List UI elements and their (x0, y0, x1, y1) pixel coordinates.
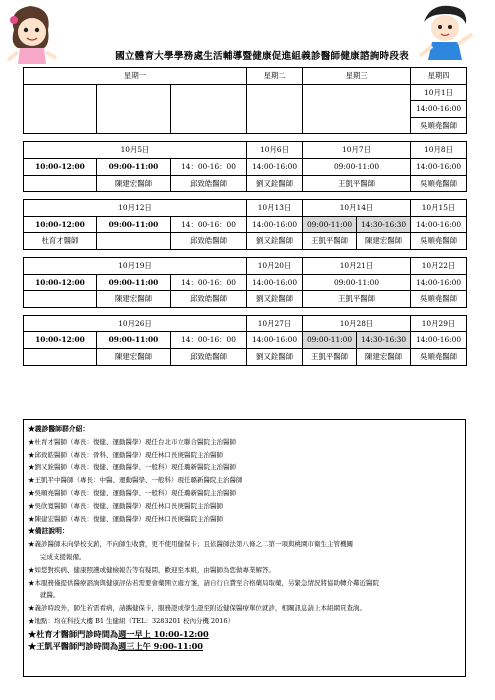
clinic-hours-time: 週三上午 9:00-11:00 (118, 640, 203, 651)
empty-cell (97, 84, 171, 134)
doctor-cell: 王凱平醫師 (303, 348, 357, 365)
spacer (24, 249, 467, 257)
date-cell: 10月6日 (247, 142, 303, 159)
doctor-cell: 邱致皓醫師 (171, 233, 247, 250)
page-title: 國立體育大學學務處生活輔導暨健康促進組義診醫師健康諮詢時段表 (115, 51, 409, 62)
spacer-row (24, 192, 467, 200)
time-cell: 10:00-12:00 (24, 216, 97, 233)
date-cell: 10月27日 (247, 315, 303, 332)
week3-date-row (24, 200, 467, 217)
remark-line: ★本服務僅提供醫療諮詢與健康評估若需要會藥開立處方箋，請自行自費至合格藥局取藥，另緊急情況將協助轉介鄰近醫院 (28, 578, 379, 587)
doctor-intro-line: ★劉又銓醫師（專長：復健、運動醫學、一般科）現任璐新醫院主治醫師 (28, 463, 236, 472)
week1-date-row (24, 84, 467, 101)
date-cell: 10月13日 (247, 200, 303, 217)
week4-date-row (24, 257, 467, 274)
time-cell: 14:00-16:00 (247, 216, 303, 233)
girl-cartoon-icon (8, 6, 56, 64)
empty-cell (303, 84, 411, 134)
doctor-cell: 邱致皓醫師 (171, 348, 247, 365)
week4-time-row (24, 274, 467, 291)
empty-cell (97, 233, 171, 250)
notes-box (23, 419, 466, 677)
doctors-heading: ★義診醫師群介紹： (28, 425, 90, 433)
time-cell: 14:00-16:00 (411, 216, 467, 233)
doctor-cell: 陳建宏醫師 (357, 348, 411, 365)
week2-doctor-row (24, 175, 467, 192)
spacer (24, 134, 467, 142)
spacer-row (24, 249, 467, 257)
doctor-intro-line: ★吳欣寬醫師（專長：復健、運動醫學）現任林口長庚醫院主治醫師 (28, 501, 223, 510)
location-line: ★地點：均在科技大樓 B1 生健組（TEL：3283201 校內分機 2016） (28, 616, 235, 625)
date-cell: 10月14日 (303, 200, 411, 217)
time-cell: 10:00-12:00 (24, 274, 97, 291)
clinic-hours-prefix: ★王凱平醫師門診時間為 (28, 640, 119, 651)
empty-cell (24, 175, 97, 192)
week5-time-row (24, 332, 467, 349)
week3-doctor-row (24, 233, 467, 250)
date-cell: 10月8日 (411, 142, 467, 159)
time-cell: 14:00-16:00 (411, 101, 467, 118)
week2-time-row (24, 158, 467, 175)
doctor-cell: 吳順堯醫師 (411, 348, 467, 365)
date-cell: 10月5日 (24, 142, 247, 159)
time-cell: 10:00-12:00 (24, 158, 97, 175)
time-cell: 14:00-16:00 (247, 332, 303, 349)
remark-line-cont: 就醫。 (40, 591, 60, 600)
doctor-cell: 吳順堯醫師 (411, 291, 467, 308)
doctor-intro-line: ★杜育才醫師（專長：復健、運動醫學）現任台北市立聯合醫院主治醫師 (28, 437, 236, 446)
time-cell: 14:30-16:30 (357, 216, 411, 233)
date-cell: 10月15日 (411, 200, 467, 217)
doctor-cell: 吳順堯醫師 (411, 175, 467, 192)
week2-date-row (24, 142, 467, 159)
time-cell: 14：00-16：00 (171, 216, 247, 233)
date-cell: 10月20日 (247, 257, 303, 274)
weekday-tue: 星期二 (247, 68, 303, 85)
spacer-row (24, 134, 467, 142)
week3-time-row (24, 216, 467, 233)
time-cell: 14:00-16:00 (411, 274, 467, 291)
time-cell: 14:00-16:00 (247, 274, 303, 291)
doctor-cell: 吳順堯醫師 (411, 117, 467, 134)
empty-cell (24, 291, 97, 308)
doctor-intro-line: ★王凱平中醫師（專長：中醫、運動醫學、一般科）現任璐新醫院主治醫師 (28, 476, 243, 485)
schedule-table (23, 67, 467, 366)
weekday-mon: 星期一 (24, 68, 247, 85)
clinic-hours-line-1 (28, 628, 461, 640)
date-cell: 10月29日 (411, 315, 467, 332)
clinic-hours-time: 週一早上 10:00-12:00 (118, 628, 209, 639)
remark-line: ★如您對疾病、健康照護或健檢報告等有疑問，歡迎至本組，由醫師為您做專業解答。 (28, 565, 275, 574)
time-cell: 09:00-11:00 (97, 158, 171, 175)
weekday-wed: 星期三 (303, 68, 411, 85)
clinic-hours-line-2 (28, 640, 461, 652)
date-cell: 10月12日 (24, 200, 247, 217)
week4-doctor-row (24, 291, 467, 308)
doctor-cell: 邱致皓醫師 (171, 175, 247, 192)
empty-cell (247, 84, 303, 134)
empty-cell (171, 84, 247, 134)
time-cell: 14:00-16:00 (411, 332, 467, 349)
time-cell: 09:00-11:00 (303, 158, 411, 175)
date-cell: 10月7日 (303, 142, 411, 159)
date-cell: 10月22日 (411, 257, 467, 274)
time-cell: 09:00-11:00 (97, 216, 171, 233)
doctor-cell: 王凱平醫師 (303, 291, 411, 308)
weekday-header-row (24, 68, 467, 85)
doctor-cell: 陳建宏醫師 (357, 233, 411, 250)
remark-line-cont: 完成支援報備。 (40, 552, 86, 561)
remarks-heading: ★備註說明： (28, 527, 69, 536)
time-cell: 10:00-12:00 (24, 332, 97, 349)
time-cell: 09:00-11:00 (303, 332, 357, 349)
empty-cell (24, 348, 97, 365)
date-cell: 10月21日 (303, 257, 411, 274)
doctor-intro-line: ★陳建宏醫師（專長：復健、運動醫學）現任林口長庚醫院主治醫師 (28, 514, 223, 523)
date-cell: 10月19日 (24, 257, 247, 274)
time-cell: 09:00-11:00 (303, 216, 357, 233)
doctor-cell: 陳建宏醫師 (97, 175, 171, 192)
time-cell: 09:00-11:00 (97, 332, 171, 349)
week5-doctor-row (24, 348, 467, 365)
time-cell: 14：00-16：00 (171, 158, 247, 175)
time-cell: 09:00-11:00 (303, 274, 411, 291)
empty-cell (24, 84, 97, 134)
doctor-cell: 劉又銓醫師 (247, 291, 303, 308)
spacer (24, 307, 467, 315)
doctor-cell: 吳順堯醫師 (411, 233, 467, 250)
date-cell: 10月1日 (411, 84, 467, 101)
doctor-cell: 王凱平醫師 (303, 175, 411, 192)
time-cell: 09:00-11:00 (97, 274, 171, 291)
weekday-thu: 星期四 (411, 68, 467, 85)
time-cell: 14：00-16：00 (171, 332, 247, 349)
date-cell: 10月28日 (303, 315, 411, 332)
clinic-hours-prefix: ★杜育才醫師門診時間為 (28, 628, 119, 639)
time-cell: 14:30-16:30 (357, 332, 411, 349)
time-cell: 14:00-16:00 (247, 158, 303, 175)
doctor-cell: 邱致皓醫師 (171, 291, 247, 308)
date-cell: 10月26日 (24, 315, 247, 332)
spacer (24, 192, 467, 200)
doctor-cell: 劉又銓醫師 (247, 233, 303, 250)
doctor-cell: 劉又銓醫師 (247, 175, 303, 192)
doctor-cell: 陳建宏醫師 (97, 291, 171, 308)
doctor-intro-line: ★吳順堯醫師（專長：復健、運動醫學、一般科）現任璐新醫院主治醫師 (28, 488, 236, 497)
doctor-cell: 王凱平醫師 (303, 233, 357, 250)
doctor-intro-line: ★邱致皓醫師（專長：骨科、運動醫學）現任林口長庚醫院主治醫師 (28, 450, 223, 459)
week5-date-row (24, 315, 467, 332)
spacer-row (24, 307, 467, 315)
time-cell: 14:00-16:00 (411, 158, 467, 175)
remark-line: ★義診時段外，師生若需看病，請攜健保卡，服務證或學生證至附近健保醫療單位就診，相關訊息請上本組網頁查詢。 (28, 604, 366, 613)
doctor-cell: 陳建宏醫師 (97, 348, 171, 365)
doctor-cell: 劉又銓醫師 (247, 348, 303, 365)
doctor-cell: 杜育才醫師 (24, 233, 97, 250)
remark-line: ★義診醫師未向學校支薪，不向師生收費，更不使用健保卡；且依醫師法第八條之二第一項與桃園市衛生主管機關 (28, 540, 353, 549)
time-cell: 14：00-16：00 (171, 274, 247, 291)
